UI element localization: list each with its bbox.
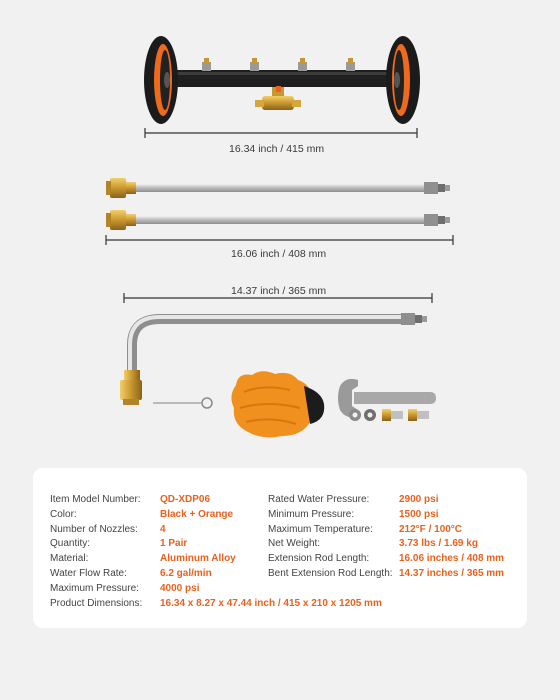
- extension-rod: [106, 178, 450, 198]
- fittings-icon: [349, 409, 429, 421]
- spec-label: Maximum Pressure:: [50, 582, 139, 594]
- spec-value: 2900 psi: [399, 494, 439, 505]
- spec-label: Product Dimensions:: [50, 597, 143, 609]
- spec-card: [33, 468, 527, 628]
- dimension-line: [106, 235, 453, 245]
- spec-value: 212°F / 100°C: [399, 523, 463, 535]
- cleaner-width-label: 16.34 inch / 415 mm: [229, 143, 325, 155]
- spec-value: 3.73 lbs / 1.69 kg: [399, 538, 478, 550]
- spec-value: 16.34 x 8.27 x 47.44 inch / 415 x 210 x 1205 mm: [160, 597, 382, 609]
- spec-label: Item Model Number:: [50, 494, 141, 505]
- spec-value: 1500 psi: [399, 508, 439, 520]
- spec-label: Material:: [50, 553, 89, 565]
- spec-value: 4: [160, 523, 166, 535]
- glove-icon: [231, 371, 324, 437]
- spec-label: Water Flow Rate:: [50, 567, 127, 579]
- spec-value: Aluminum Alloy: [160, 553, 236, 565]
- spec-label: Quantity:: [50, 538, 91, 550]
- cleaning-needle-icon: [153, 398, 212, 408]
- bent-rod-length-label: 14.37 inch / 365 mm: [231, 285, 327, 297]
- wheel-icon: [386, 36, 420, 124]
- spec-label: Color:: [50, 508, 77, 520]
- spec-label: Bent Extension Rod Length:: [268, 567, 393, 579]
- valve-icon: [255, 86, 301, 110]
- nozzle-icon: [202, 58, 355, 71]
- rod-length-label: 16.06 inch / 408 mm: [231, 248, 327, 260]
- spec-value: 16.06 inches / 408 mm: [399, 553, 505, 565]
- spec-label: Number of Nozzles:: [50, 523, 138, 535]
- surface-cleaner: [144, 36, 420, 124]
- spec-value: 14.37 inches / 365 mm: [399, 567, 505, 579]
- spec-label: Minimum Pressure:: [268, 508, 355, 520]
- spec-value: QD-XDP06: [160, 494, 211, 505]
- spec-value: 1 Pair: [160, 538, 188, 550]
- spec-value: Black + Orange: [160, 508, 234, 520]
- spec-label: Rated Water Pressure:: [268, 494, 370, 505]
- dimension-line: [145, 128, 417, 138]
- spec-label: Extension Rod Length:: [268, 553, 370, 565]
- spec-value: 6.2 gal/min: [160, 567, 212, 579]
- extension-rod: [106, 210, 450, 230]
- spec-value: 4000 psi: [160, 582, 200, 594]
- wheel-icon: [144, 36, 178, 124]
- spec-label: Net Weight:: [268, 538, 321, 550]
- spec-label: Maximum Temperature:: [268, 523, 373, 535]
